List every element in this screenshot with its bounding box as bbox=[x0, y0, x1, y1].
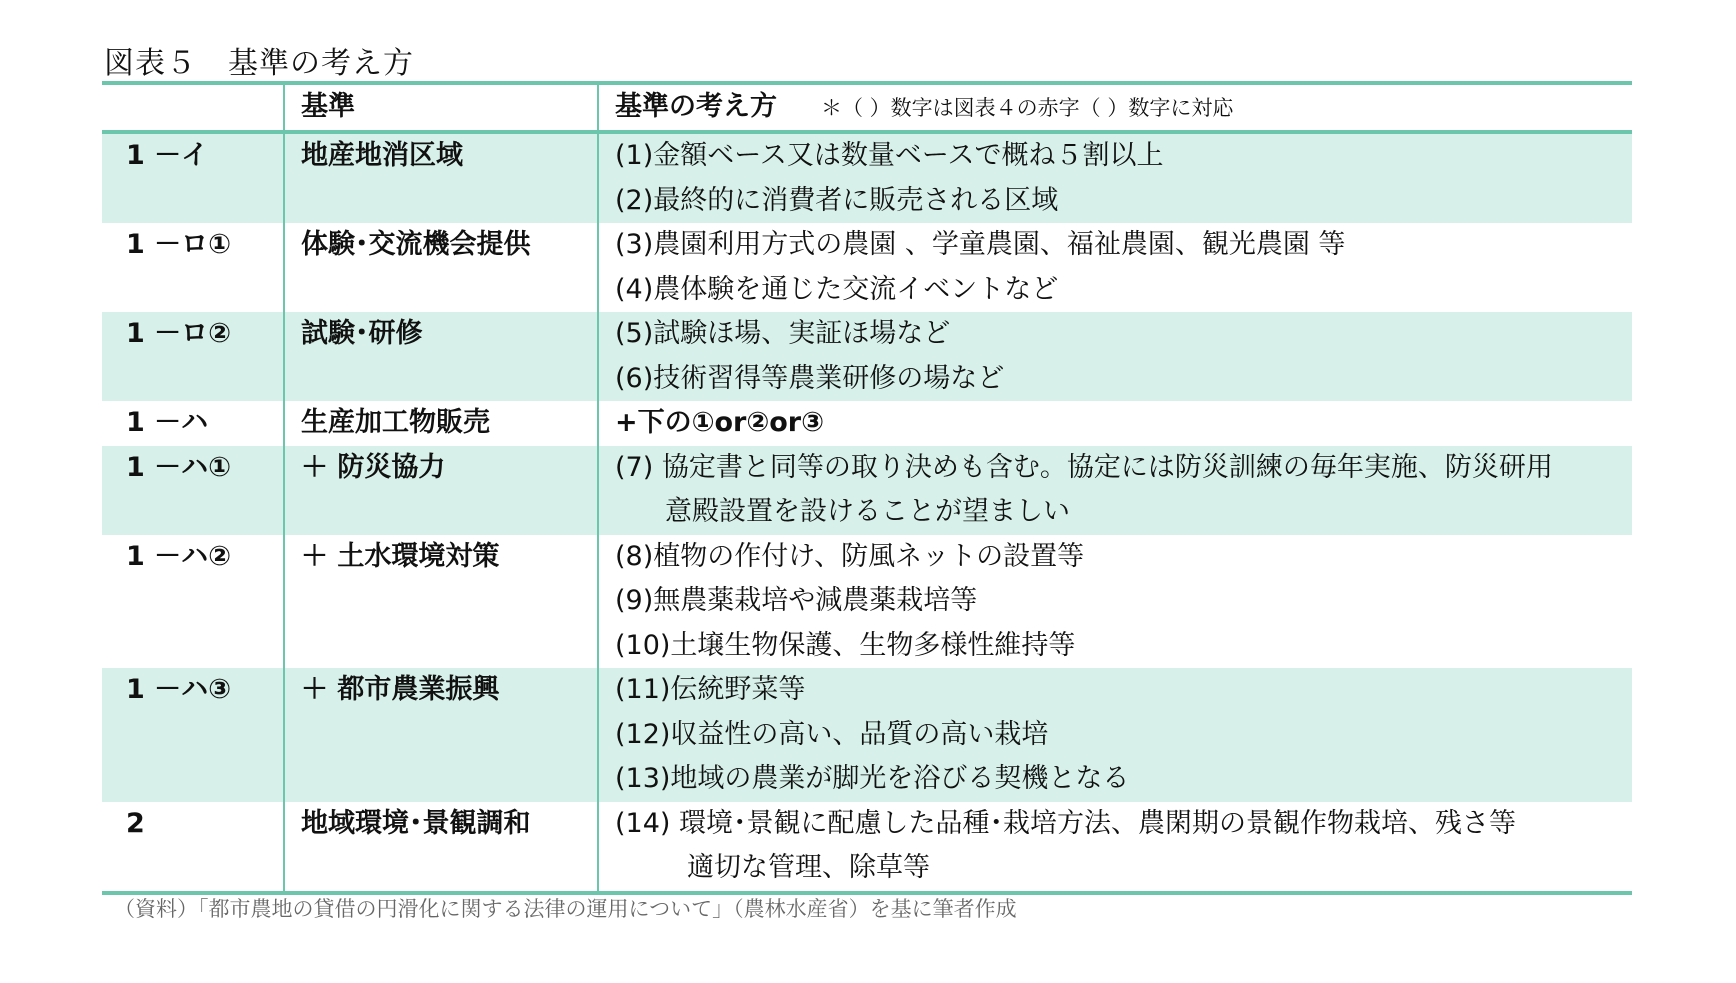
approach-line: (9)無農薬栽培や減農薬栽培等 bbox=[615, 585, 978, 616]
criteria-table bbox=[102, 81, 1632, 895]
header-note: ＊（ ）数字は図表４の赤字（ ）数字に対応 bbox=[821, 96, 1234, 120]
row-key: 1 －ハ② bbox=[126, 540, 232, 572]
row-key: 1 －ハ① bbox=[102, 446, 284, 535]
approach-line: (6)技術習得等農業研修の場など bbox=[615, 362, 1005, 394]
row-key: 1 －ロ① bbox=[126, 229, 232, 260]
row-criteria: ＋ 土水環境対策 bbox=[284, 535, 598, 669]
header-approach-label: 基準の考え方 bbox=[615, 91, 777, 122]
header-approach bbox=[598, 83, 1632, 132]
approach-line: +下の①or②or③ bbox=[615, 407, 824, 438]
row-key: 1 －ハ③ bbox=[102, 668, 284, 802]
row-criteria: ＋ 都市農業振興 bbox=[284, 668, 598, 802]
approach-line: (2)最終的に消費者に販売される区域 bbox=[615, 184, 1059, 216]
row-criteria: 体験･交流機会提供 bbox=[284, 223, 598, 312]
row-criteria: 地域環境･景観調和 bbox=[284, 802, 598, 893]
approach-line: (3)農園利用方式の農園 、学童農園、福祉農園、観光農園 等 bbox=[615, 229, 1346, 260]
row-approach bbox=[598, 802, 1632, 893]
row-approach bbox=[598, 312, 1632, 401]
approach-line: (14) 環境･景観に配慮した品種･栽培方法、農閑期の景観作物栽培、残さ等 bbox=[615, 807, 1517, 839]
row-key: 1 －イ bbox=[102, 132, 284, 223]
approach-line: (13)地域の農業が脚光を浴びる契機となる bbox=[615, 763, 1130, 794]
approach-line: (8)植物の作付け、防風ネットの設置等 bbox=[615, 540, 1085, 572]
figure-title: 図表５ 基準の考え方 bbox=[104, 46, 414, 81]
approach-line: 適切な管理、除草等 bbox=[687, 852, 930, 883]
table-row bbox=[102, 132, 1632, 223]
row-key: 1 －ハ bbox=[126, 407, 209, 438]
header-col1 bbox=[102, 83, 284, 132]
row-key: 2 bbox=[102, 802, 284, 893]
table-row bbox=[102, 401, 1632, 446]
row-approach bbox=[598, 535, 1632, 669]
row-criteria: 地産地消区域 bbox=[284, 132, 598, 223]
approach-line: (10)土壌生物保護、生物多様性維持等 bbox=[615, 629, 1076, 661]
table-row bbox=[102, 446, 1632, 535]
header-criteria: 基準 bbox=[284, 83, 598, 132]
approach-line: (12)収益性の高い、品質の高い栽培 bbox=[615, 718, 1049, 750]
table-row bbox=[102, 312, 1632, 401]
table-row bbox=[102, 668, 1632, 802]
approach-line: (11)伝統野菜等 bbox=[615, 674, 806, 705]
table-row bbox=[102, 223, 1632, 312]
table-header bbox=[102, 83, 1632, 132]
source-footnote: （資料）「都市農地の貸借の円滑化に関する法律の運用について」（農林水産省）を基に筆者作成 bbox=[114, 897, 1017, 921]
approach-line: (7) 協定書と同等の取り決めも含む。協定には防災訓練の毎年実施、防災研用 bbox=[615, 451, 1553, 483]
row-approach bbox=[598, 401, 1632, 446]
row-criteria: 試験･研修 bbox=[284, 312, 598, 401]
approach-line: 意殿設置を設けることが望ましい bbox=[665, 496, 1070, 527]
row-criteria: 生産加工物販売 bbox=[284, 401, 598, 446]
row-approach bbox=[598, 132, 1632, 223]
row-key: 1 －ロ② bbox=[102, 312, 284, 401]
approach-line: (4)農体験を通じた交流イベントなど bbox=[615, 273, 1059, 305]
approach-line: (1)金額ベース又は数量ベースで概ね５割以上 bbox=[615, 140, 1164, 171]
approach-line: (5)試験ほ場、実証ほ場など bbox=[615, 318, 951, 349]
row-approach bbox=[598, 446, 1632, 535]
row-approach bbox=[598, 668, 1632, 802]
table-row bbox=[102, 802, 1632, 893]
row-approach bbox=[598, 223, 1632, 312]
table-row bbox=[102, 535, 1632, 669]
row-criteria: ＋ 防災協力 bbox=[284, 446, 598, 535]
